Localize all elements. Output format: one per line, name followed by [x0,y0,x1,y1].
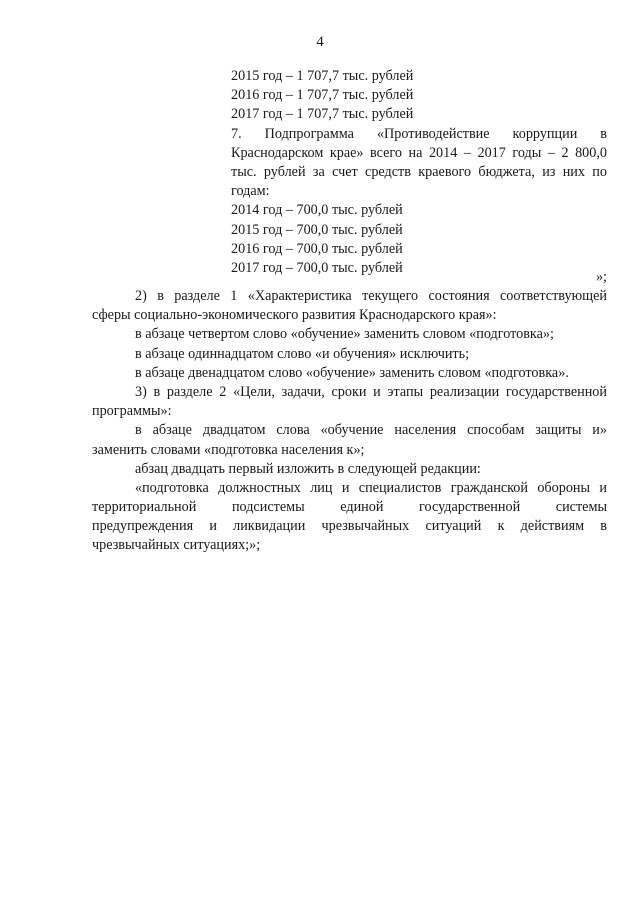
funding-line: 2016 год – 1 707,7 тыс. рублей [231,87,414,104]
funding-line: 2016 год – 700,0 тыс. рублей [231,240,403,257]
paragraph-line: абзац двадцать первый изложить в следующей редакции: [135,460,481,477]
paragraph-line: в абзаце двадцатом слова «обучение населения способам защиты и» [135,422,607,439]
paragraph-line: программы»: [92,403,172,420]
paragraph-line: в абзаце четвертом слово «обучение» заменить словом «подготовка»; [135,326,554,343]
funding-line: 2015 год – 700,0 тыс. рублей [231,221,403,238]
body-text [92,287,607,556]
paragraph-line: в абзаце одиннадцатом слово «и обучения» исключить; [135,345,470,362]
funding-line: 2014 год – 700,0 тыс. рублей [231,202,403,219]
paragraph-line: предупреждения и ликвидации чрезвычайных ситуаций к действиям в [92,518,607,535]
paragraph-line: заменить словами «подготовка населения к»; [92,441,365,458]
paragraph-line: 2) в разделе 1 «Характеристика текущего состояния соответствующей [135,288,607,304]
subprogram-line: Краснодарском крае» всего на 2014 – 2017 годы – 2 800,0 [231,144,607,161]
subprogram-line: тыс. рублей за счет средств краевого бюджета, из них по [231,163,607,180]
funding-line: 2017 год – 1 707,7 тыс. рублей [231,106,414,123]
paragraph-line: «подготовка должностных лиц и специалистов гражданской обороны и [135,479,607,496]
paragraph-line: чрезвычайных ситуациях;»; [92,537,261,554]
paragraph-line: 3) в разделе 2 «Цели, задачи, сроки и этапы реализации государственной [135,383,607,400]
subprogram-line: 7. Подпрограмма «Противодействие коррупции в [231,125,607,142]
funding-block [231,67,607,278]
paragraph-line: сферы социально-экономического развития Краснодарского края»: [92,307,497,324]
closing-quote-block [560,268,607,287]
closing-quote: »; [595,269,607,285]
paragraph-line: в абзаце двенадцатом слово «обучение» заменить словом «подготовка». [135,364,569,381]
funding-line: годам: [231,183,270,200]
page-number: 4 [316,34,324,50]
paragraph-line: территориальной подсистемы единой государственной системы [92,499,607,516]
funding-line: 2017 год – 700,0 тыс. рублей [231,259,403,276]
funding-line: 2015 год – 1 707,7 тыс. рублей [231,68,414,84]
